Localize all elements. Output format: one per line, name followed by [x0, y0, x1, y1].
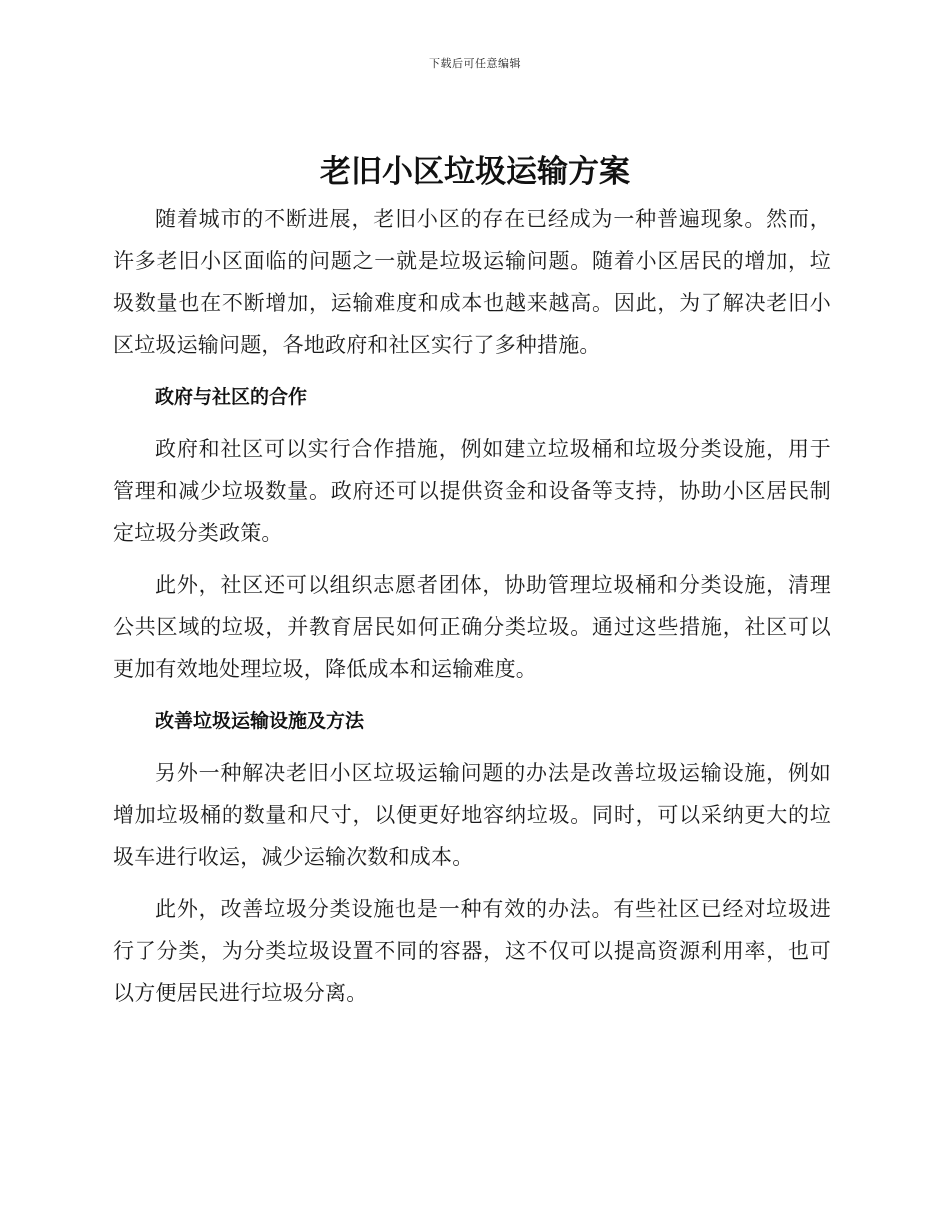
paragraph: 另外一种解决老旧小区垃圾运输问题的办法是改善垃圾运输设施，例如增加垃圾桶的数量和尺寸，以便更好地容纳垃圾。同时，可以采纳更大的垃圾车进行收运，减少运输次数和成本。	[113, 761, 831, 869]
paragraph: 此外，改善垃圾分类设施也是一种有效的办法。有些社区已经对垃圾进行了分类，为分类垃圾设置不同的容器，这不仅可以提高资源利用率，也可以方便居民进行垃圾分离。	[113, 897, 831, 1005]
section-heading: 改善垃圾运输设施及方法	[155, 710, 365, 732]
paragraph: 政府和社区可以实行合作措施，例如建立垃圾桶和垃圾分类设施，用于管理和减少垃圾数量。政府还可以提供资金和设备等支持，协助小区居民制定垃圾分类政策。	[113, 437, 831, 545]
document-body	[113, 198, 831, 1024]
paragraph: 此外，社区还可以组织志愿者团体，协助管理垃圾桶和分类设施，清理公共区域的垃圾，并教育居民如何正确分类垃圾。通过这些措施，社区可以更加有效地处理垃圾，降低成本和运输难度。	[113, 573, 831, 681]
page-title: 老旧小区垃圾运输方案	[320, 154, 630, 190]
intro-paragraph: 随着城市的不断进展，老旧小区的存在已经成为一种普遍现象。然而，许多老旧小区面临的问题之一就是垃圾运输问题。随着小区居民的增加，垃圾数量也在不断增加，运输难度和成本也越来越高。因此，为了解决老旧小区垃圾运输问题，各地政府和社区实行了多种措施。	[113, 207, 831, 357]
header-note: 下载后可任意编辑	[429, 57, 521, 70]
section-heading: 政府与社区的合作	[155, 386, 308, 408]
